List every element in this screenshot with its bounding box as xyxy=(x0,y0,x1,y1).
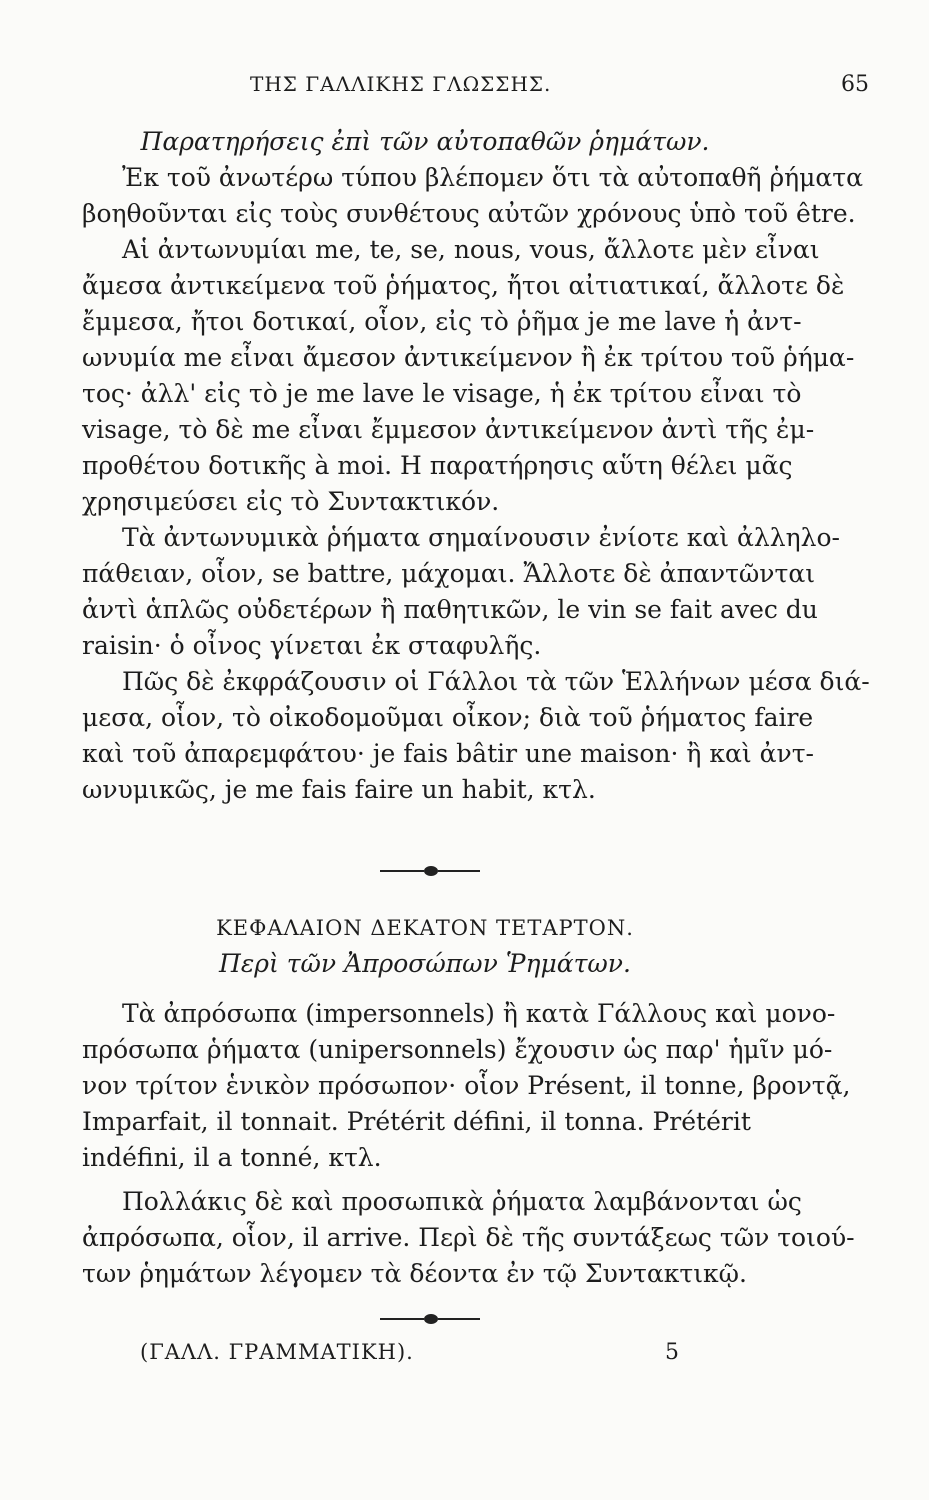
text-line: χρησιμεύσει εἰς τὸ Συντακτικόν. xyxy=(82,487,500,516)
text-line: visage, τὸ δὲ me εἶναι ἔμμεσον ἀντικείμενον ἀντὶ τῆς ἐμ- xyxy=(82,415,815,444)
text-line: Ἐκ τοῦ ἀνωτέρω τύπου βλέπομεν ὅτι τὰ αὐτοπαθῆ ῥήματα xyxy=(122,163,863,192)
page-footer xyxy=(140,1340,679,1380)
text-line: ἀντὶ ἁπλῶς οὐδετέρων ἢ παθητικῶν, le vin se fait avec du xyxy=(82,595,818,624)
text-line: ἀπρόσωπα, οἷον, il arrive. Περὶ δὲ τῆς συντάξεως τῶν τοιού- xyxy=(82,1223,855,1252)
text-line: ωνυμικῶς, je me fais faire un habit, κτλ. xyxy=(82,775,596,804)
text-line: νον τρίτον ἑνικὸν πρόσωπον· οἷον Présent, il tonne, βροντᾷ, xyxy=(82,1071,851,1100)
text-line: βοηθοῦνται εἰς τοὺς συνθέτους αὐτῶν χρόνους ὑπὸ τοῦ être. xyxy=(82,199,856,228)
page-header xyxy=(250,72,869,112)
text-line: καὶ τοῦ ἀπαρεμφάτου· je fais bâtir une maison· ἢ καὶ ἀντ- xyxy=(82,739,814,768)
chapter-title: ΚΕΦΑΛΑΙΟΝ ΔΕΚΑΤΟΝ ΤΕΤΑΡΤΟΝ. xyxy=(216,916,634,940)
text-line: των ῥημάτων λέγομεν τὰ δέοντα ἐν τῷ Συντακτικῷ. xyxy=(82,1259,747,1288)
text-line: Πολλάκις δὲ καὶ προσωπικὰ ῥήματα λαμβάνονται ὡς xyxy=(122,1187,802,1216)
text-line: Τὰ ἀπρόσωπα (impersonnels) ἢ κατὰ Γάλλους καὶ μονο- xyxy=(122,999,836,1028)
ornament-divider xyxy=(380,864,480,878)
sheet-number: 5 xyxy=(665,1340,679,1365)
text-line: τος· ἀλλ' εἰς τὸ je me lave le visage, ἡ ἐκ τρίτου εἶναι τὸ xyxy=(82,379,802,408)
text-line: πάθειαν, οἷον, se battre, μάχομαι. Ἄλλοτε δὲ ἀπαντῶνται xyxy=(82,559,816,588)
section-heading: Παρατηρήσεις ἐπὶ τῶν αὐτοπαθῶν ῥημάτων. xyxy=(140,127,710,156)
text-line: ἄμεσα ἀντικείμενα τοῦ ῥήματος, ἤτοι αἰτιατικαί, ἄλλοτε δὲ xyxy=(82,271,845,300)
text-line: ἔμμεσα, ἤτοι δοτικαί, οἷον, εἰς τὸ ῥῆμα je me lave ἡ ἀντ- xyxy=(82,307,802,336)
page-number: 65 xyxy=(841,72,869,97)
text-line: προθέτου δοτικῆς à moi. Η παρατήρησις αὕτη θέλει μᾶς xyxy=(82,451,793,480)
chapter-subtitle: Περὶ τῶν Ἀπροσώπων Ῥημάτων. xyxy=(219,949,631,978)
text-line: ωνυμία me εἶναι ἄμεσον ἀντικείμενον ἢ ἐκ τρίτου τοῦ ῥήμα- xyxy=(82,343,855,372)
text-line: Τὰ ἀντωνυμικὰ ῥήματα σημαίνουσιν ἐνίοτε καὶ ἀλληλο- xyxy=(122,523,840,552)
text-line: Πῶς δὲ ἐκφράζουσιν οἱ Γάλλοι τὰ τῶν Ἑλλήνων μέσα διά- xyxy=(122,667,870,696)
text-line: πρόσωπα ῥήματα (unipersonnels) ἔχουσιν ὡς παρ' ἡμῖν μό- xyxy=(82,1035,833,1064)
text-line: Αἱ ἀντωνυμίαι me, te, se, nous, vous, ἄλλοτε μὲν εἶναι xyxy=(122,235,820,264)
section-observations xyxy=(82,124,870,808)
running-title: ΤΗΣ ΓΑΛΛΙΚΗΣ ΓΛΩΣΣΗΣ. xyxy=(250,72,552,96)
ornament-divider xyxy=(380,1312,480,1326)
signature-mark: (ΓΑΛΛ. ΓΡΑΜΜΑΤΙΚΗ). xyxy=(140,1340,414,1364)
chapter-fourteen xyxy=(82,910,855,1292)
text-line: μεσα, οἷον, τὸ οἰκοδομοῦμαι οἶκον; διὰ τοῦ ῥήματος faire xyxy=(82,703,814,732)
text-line: raisin· ὁ οἶνος γίνεται ἐκ σταφυλῆς. xyxy=(82,631,542,660)
text-line: indéfini, il a tonné, κτλ. xyxy=(82,1143,382,1172)
text-line: Imparfait, il tonnait. Prétérit défini, il tonna. Prétérit xyxy=(82,1107,751,1136)
